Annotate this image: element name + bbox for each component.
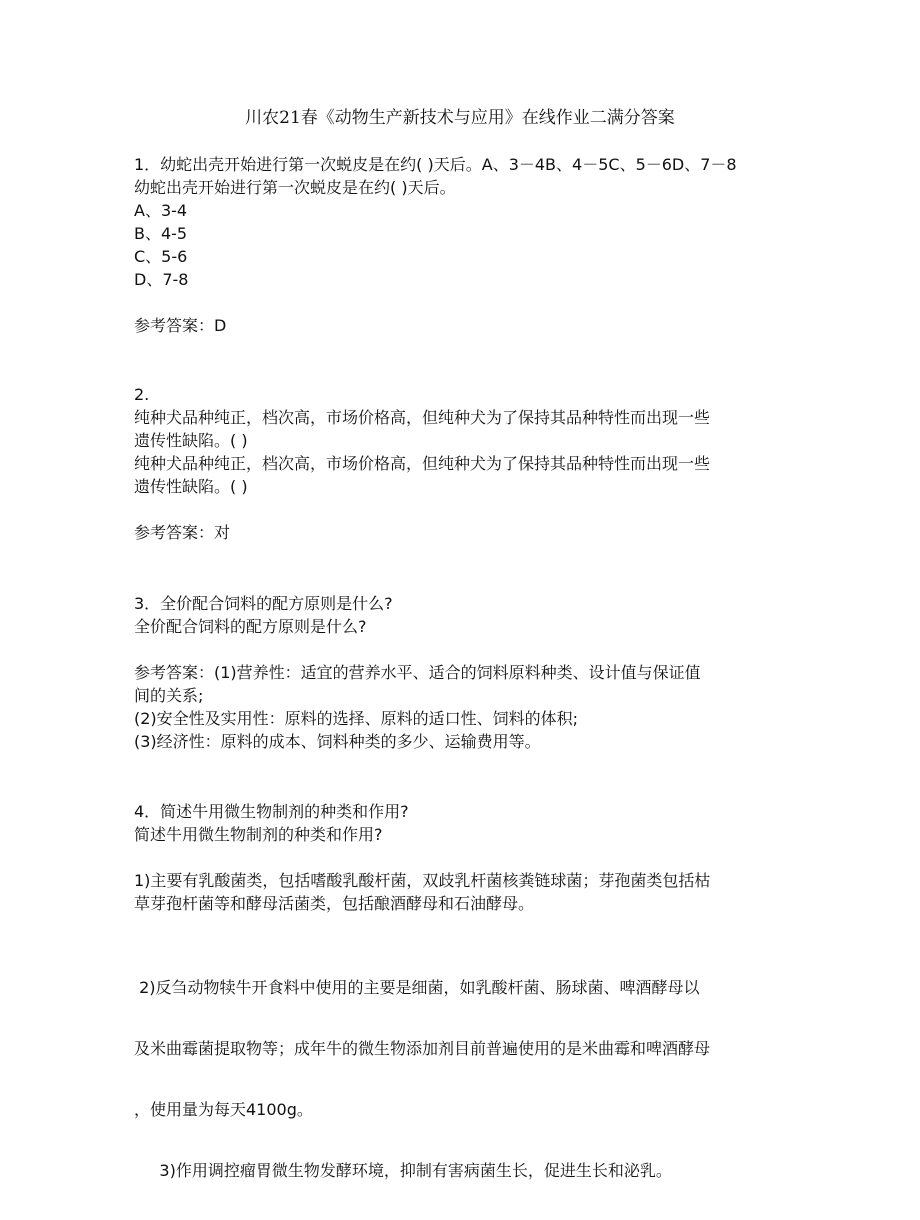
question-1 [134, 153, 794, 337]
question-4-answer-line: ，使用量为每天4100g。 [134, 1100, 313, 1119]
question-1-option-a: A、3-4 [134, 201, 188, 220]
question-1-answer: 参考答案：D [134, 316, 227, 335]
question-1-option-b: B、4-5 [134, 224, 188, 243]
question-4-stem: 4．简述牛用微生物制剂的种类和作用? [134, 802, 409, 821]
question-3-answer-line: (2)安全性及实用性：原料的选择、原料的适口性、饲料的体积; [134, 709, 579, 728]
question-2-answer: 参考答案：对 [134, 523, 231, 542]
question-3 [134, 592, 794, 753]
question-2 [134, 383, 794, 544]
question-4-answer-line: 2)反刍动物犊牛开食料中使用的主要是细菌，如乳酸杆菌、肠球菌、啤酒酵母以 [134, 978, 700, 997]
question-3-prompt: 全价配合饲料的配方原则是什么? [134, 617, 367, 636]
question-3-answer-line: (3)经济性：原料的成本、饲料种类的多少、运输费用等。 [134, 732, 541, 751]
question-1-option-d: D、7-8 [134, 270, 189, 289]
question-4 [134, 800, 794, 846]
question-3-answer-line: 间的关系; [134, 686, 204, 705]
question-3-answer-line: 参考答案：(1)营养性：适宜的营养水平、适合的饲料原料种类、设计值与保证值 [134, 663, 701, 682]
question-4-answer-paragraph-2 [134, 938, 794, 1220]
question-1-option-c: C、5-6 [134, 247, 188, 266]
question-4-answer-line: 及米曲霉菌提取物等；成年牛的微生物添加剂目前普遍使用的是米曲霉和啤酒酵母 [134, 1039, 711, 1058]
question-4-answer-paragraph-1 [134, 869, 794, 915]
question-2-stem-line: 遗传性缺陷。( ) [134, 431, 248, 450]
question-2-stem-line: 纯种犬品种纯正，档次高，市场价格高，但纯种犬为了保持其品种特性而出现一些 [134, 408, 711, 427]
question-4-answer-line: 1)主要有乳酸菌类，包括嗜酸乳酸杆菌，双歧乳杆菌核粪链球菌；芽孢菌类包括枯 [134, 871, 711, 890]
question-4-answer-line: 3)作用调控瘤胃微生物发酵环境，抑制有害病菌生长，促进生长和泌乳。 [134, 1161, 672, 1180]
question-2-prompt-line: 纯种犬品种纯正，档次高，市场价格高，但纯种犬为了保持其品种特性而出现一些 [134, 454, 711, 473]
question-3-stem: 3．全价配合饲料的配方原则是什么? [134, 594, 393, 613]
question-4-answer-line: 草芽孢杆菌等和酵母活菌类，包括酿酒酵母和石油酵母。 [134, 894, 535, 913]
question-1-stem: 1．幼蛇出壳开始进行第一次蜕皮是在约( )天后。A、3－4B、4－5C、5－6D、7－8 [134, 155, 737, 174]
question-1-prompt: 幼蛇出壳开始进行第一次蜕皮是在约( )天后。 [134, 178, 456, 197]
question-2-prompt-line: 遗传性缺陷。( ) [134, 477, 248, 496]
question-2-number: 2. [134, 385, 150, 404]
document-title: 川农21春《动物生产新技术与应用》在线作业二满分答案 [245, 108, 675, 128]
question-4-prompt: 简述牛用微生物制剂的种类和作用? [134, 825, 383, 844]
